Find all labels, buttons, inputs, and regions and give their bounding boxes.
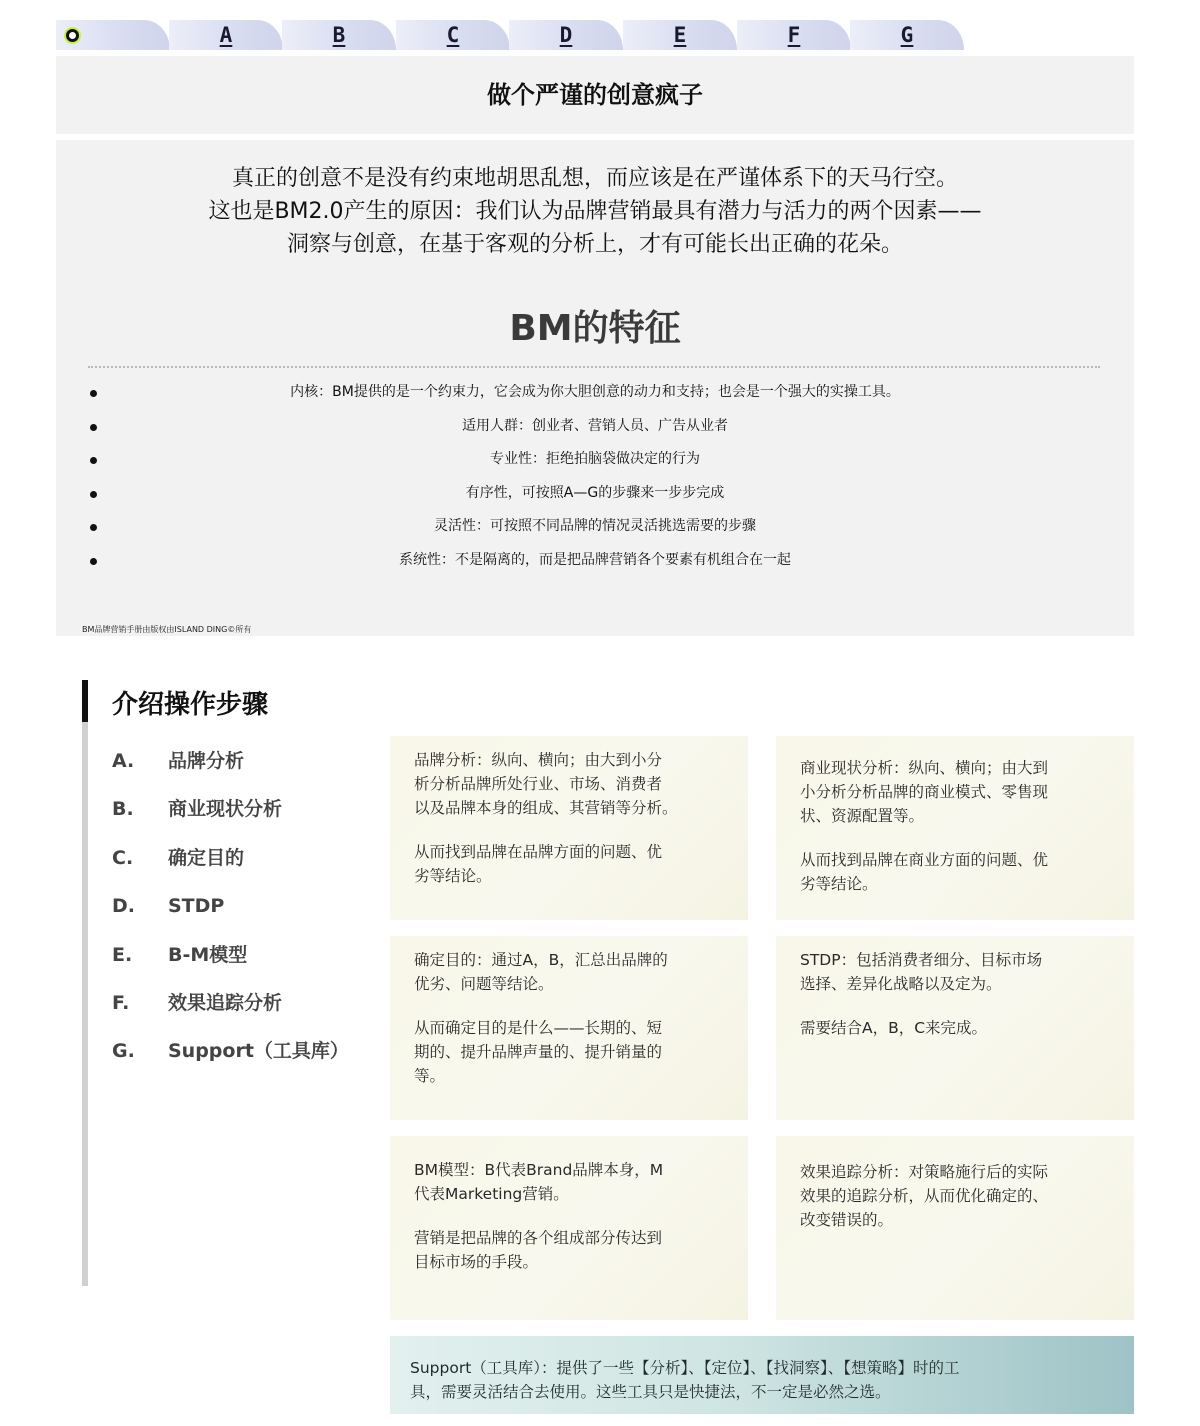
steps-accent-top (82, 680, 88, 722)
card-text: 商业现状分析：纵向、横向；由大到 小分析分析品牌的商业模式、零售现 状、资源配置等。 (800, 759, 1049, 825)
step-letter: D. (112, 895, 135, 918)
card-text: 从而找到品牌在品牌方面的问题、优 劣等结论。 (414, 843, 663, 885)
card-tracking (776, 1136, 1134, 1320)
step-label: 商业现状分析 (168, 798, 283, 821)
feature-item (86, 376, 1104, 410)
tab-e[interactable]: E (623, 20, 737, 50)
step-label: 确定目的 (168, 846, 245, 869)
step-item-b[interactable] (112, 790, 349, 838)
feature-item (86, 410, 1104, 444)
step-label: Support（工具库） (168, 1040, 349, 1063)
tab-home[interactable] (56, 20, 170, 50)
tab-f[interactable]: F (737, 20, 851, 50)
tab-b[interactable]: B (282, 20, 396, 50)
step-label: 效果追踪分析 (168, 991, 283, 1014)
card-text: 需要结合A，B，C来完成。 (800, 1019, 988, 1037)
features-list (86, 376, 1104, 578)
features-title: BM的特征 (509, 308, 681, 349)
step-label: 品牌分析 (168, 750, 245, 772)
support-text: Support（工具库）：提供了一些【分析】、【定位】、【找洞察】、【想策略】时的工 具，需要灵活结合去使用。这些工具只是快捷法，不一定是必然之选。 (410, 1359, 960, 1401)
card-text: 从而确定目的是什么——长期的、短 期的、提升品牌声量的、提升销量的 等。 (414, 1019, 663, 1085)
feature-item (86, 477, 1104, 511)
step-label: STDP (168, 895, 225, 918)
feature-text: 有序性，可按照A—G的步骤来一步步完成 (465, 484, 725, 501)
step-item-a[interactable] (112, 742, 349, 790)
feature-item (86, 510, 1104, 544)
bullet-icon (90, 424, 97, 431)
card-bm-model (390, 1136, 748, 1320)
feature-text: 内核：BM提供的是一个约束力，它会成为你大胆创意的动力和支持；也会是一个强大的实操工具。 (290, 384, 900, 400)
step-letter: F. (112, 991, 130, 1014)
title-panel (56, 56, 1134, 134)
bullet-icon (90, 558, 97, 565)
feature-item (86, 443, 1104, 477)
bullet-icon (90, 524, 97, 531)
card-text: 品牌分析：纵向、横向；由大到小分 析分析品牌所处行业、市场、消费者 以及品牌本身的组成、其营销等分析。 (414, 751, 678, 817)
step-letter: B. (112, 798, 134, 821)
card-support (390, 1336, 1134, 1414)
steps-accent-bar (82, 680, 88, 1286)
copyright: BM品牌营销手册由版权由ISLAND DING©所有 (82, 625, 252, 634)
tab-bar (56, 20, 966, 50)
intro-panel (56, 140, 1134, 636)
divider (88, 366, 1100, 368)
feature-text: 适用人群：创业者、营销人员、广告从业者 (462, 417, 728, 434)
tab-d[interactable]: D (509, 20, 623, 50)
intro-line: 真正的创意不是没有约束地胡思乱想，而应该是在严谨体系下的天马行空。 (231, 166, 958, 191)
intro-line: 这也是BM2.0产生的原因：我们认为品牌营销最具有潜力与活力的两个因素—— (208, 199, 982, 224)
circle-icon (66, 29, 79, 42)
tab-a[interactable]: A (169, 20, 283, 50)
step-label: B-M模型 (168, 943, 248, 966)
card-text: 确定目的：通过A，B，汇总出品牌的 优劣、问题等结论。 (414, 951, 668, 993)
step-letter: A. (112, 750, 135, 772)
intro-text (56, 162, 1134, 261)
feature-text: 专业性：拒绝拍脑袋做决定的行为 (490, 451, 700, 468)
steps-list (112, 742, 349, 1081)
card-text: STDP：包括消费者细分、目标市场 选择、差异化战略以及定为。 (800, 951, 1043, 993)
feature-item (86, 544, 1104, 578)
step-letter: C. (112, 846, 134, 869)
card-brand-analysis (390, 736, 748, 920)
feature-text: 系统性：不是隔离的，而是把品牌营销各个要素有机组合在一起 (399, 551, 791, 568)
step-item-f[interactable] (112, 984, 349, 1032)
step-item-d[interactable] (112, 887, 349, 935)
bullet-icon (90, 390, 97, 397)
step-letter: G. (112, 1040, 135, 1063)
card-purpose (390, 936, 748, 1120)
card-text: BM模型：B代表Brand品牌本身，M 代表Marketing营销。 (414, 1161, 664, 1203)
steps-heading: 介绍操作步骤 (112, 690, 269, 720)
card-text: 营销是把品牌的各个组成部分传达到 目标市场的手段。 (414, 1229, 663, 1271)
tab-c[interactable]: C (396, 20, 510, 50)
step-item-e[interactable] (112, 936, 349, 984)
step-item-g[interactable] (112, 1032, 349, 1080)
step-item-c[interactable] (112, 839, 349, 887)
card-stdp (776, 936, 1134, 1120)
feature-text: 灵活性：可按照不同品牌的情况灵活挑选需要的步骤 (434, 518, 756, 535)
bullet-icon (90, 457, 97, 464)
tab-g[interactable]: G (850, 20, 964, 50)
card-text: 从而找到品牌在商业方面的问题、优 劣等结论。 (800, 851, 1049, 893)
bullet-icon (90, 491, 97, 498)
card-text: 效果追踪分析：对策略施行后的实际 效果的追踪分析，从而优化确定的、 改变错误的。 (800, 1163, 1049, 1229)
card-business-analysis (776, 736, 1134, 920)
intro-line: 洞察与创意，在基于客观的分析上，才有可能长出正确的花朵。 (286, 232, 903, 257)
step-letter: E. (112, 943, 133, 966)
page-title: 做个严谨的创意疯子 (487, 81, 703, 109)
